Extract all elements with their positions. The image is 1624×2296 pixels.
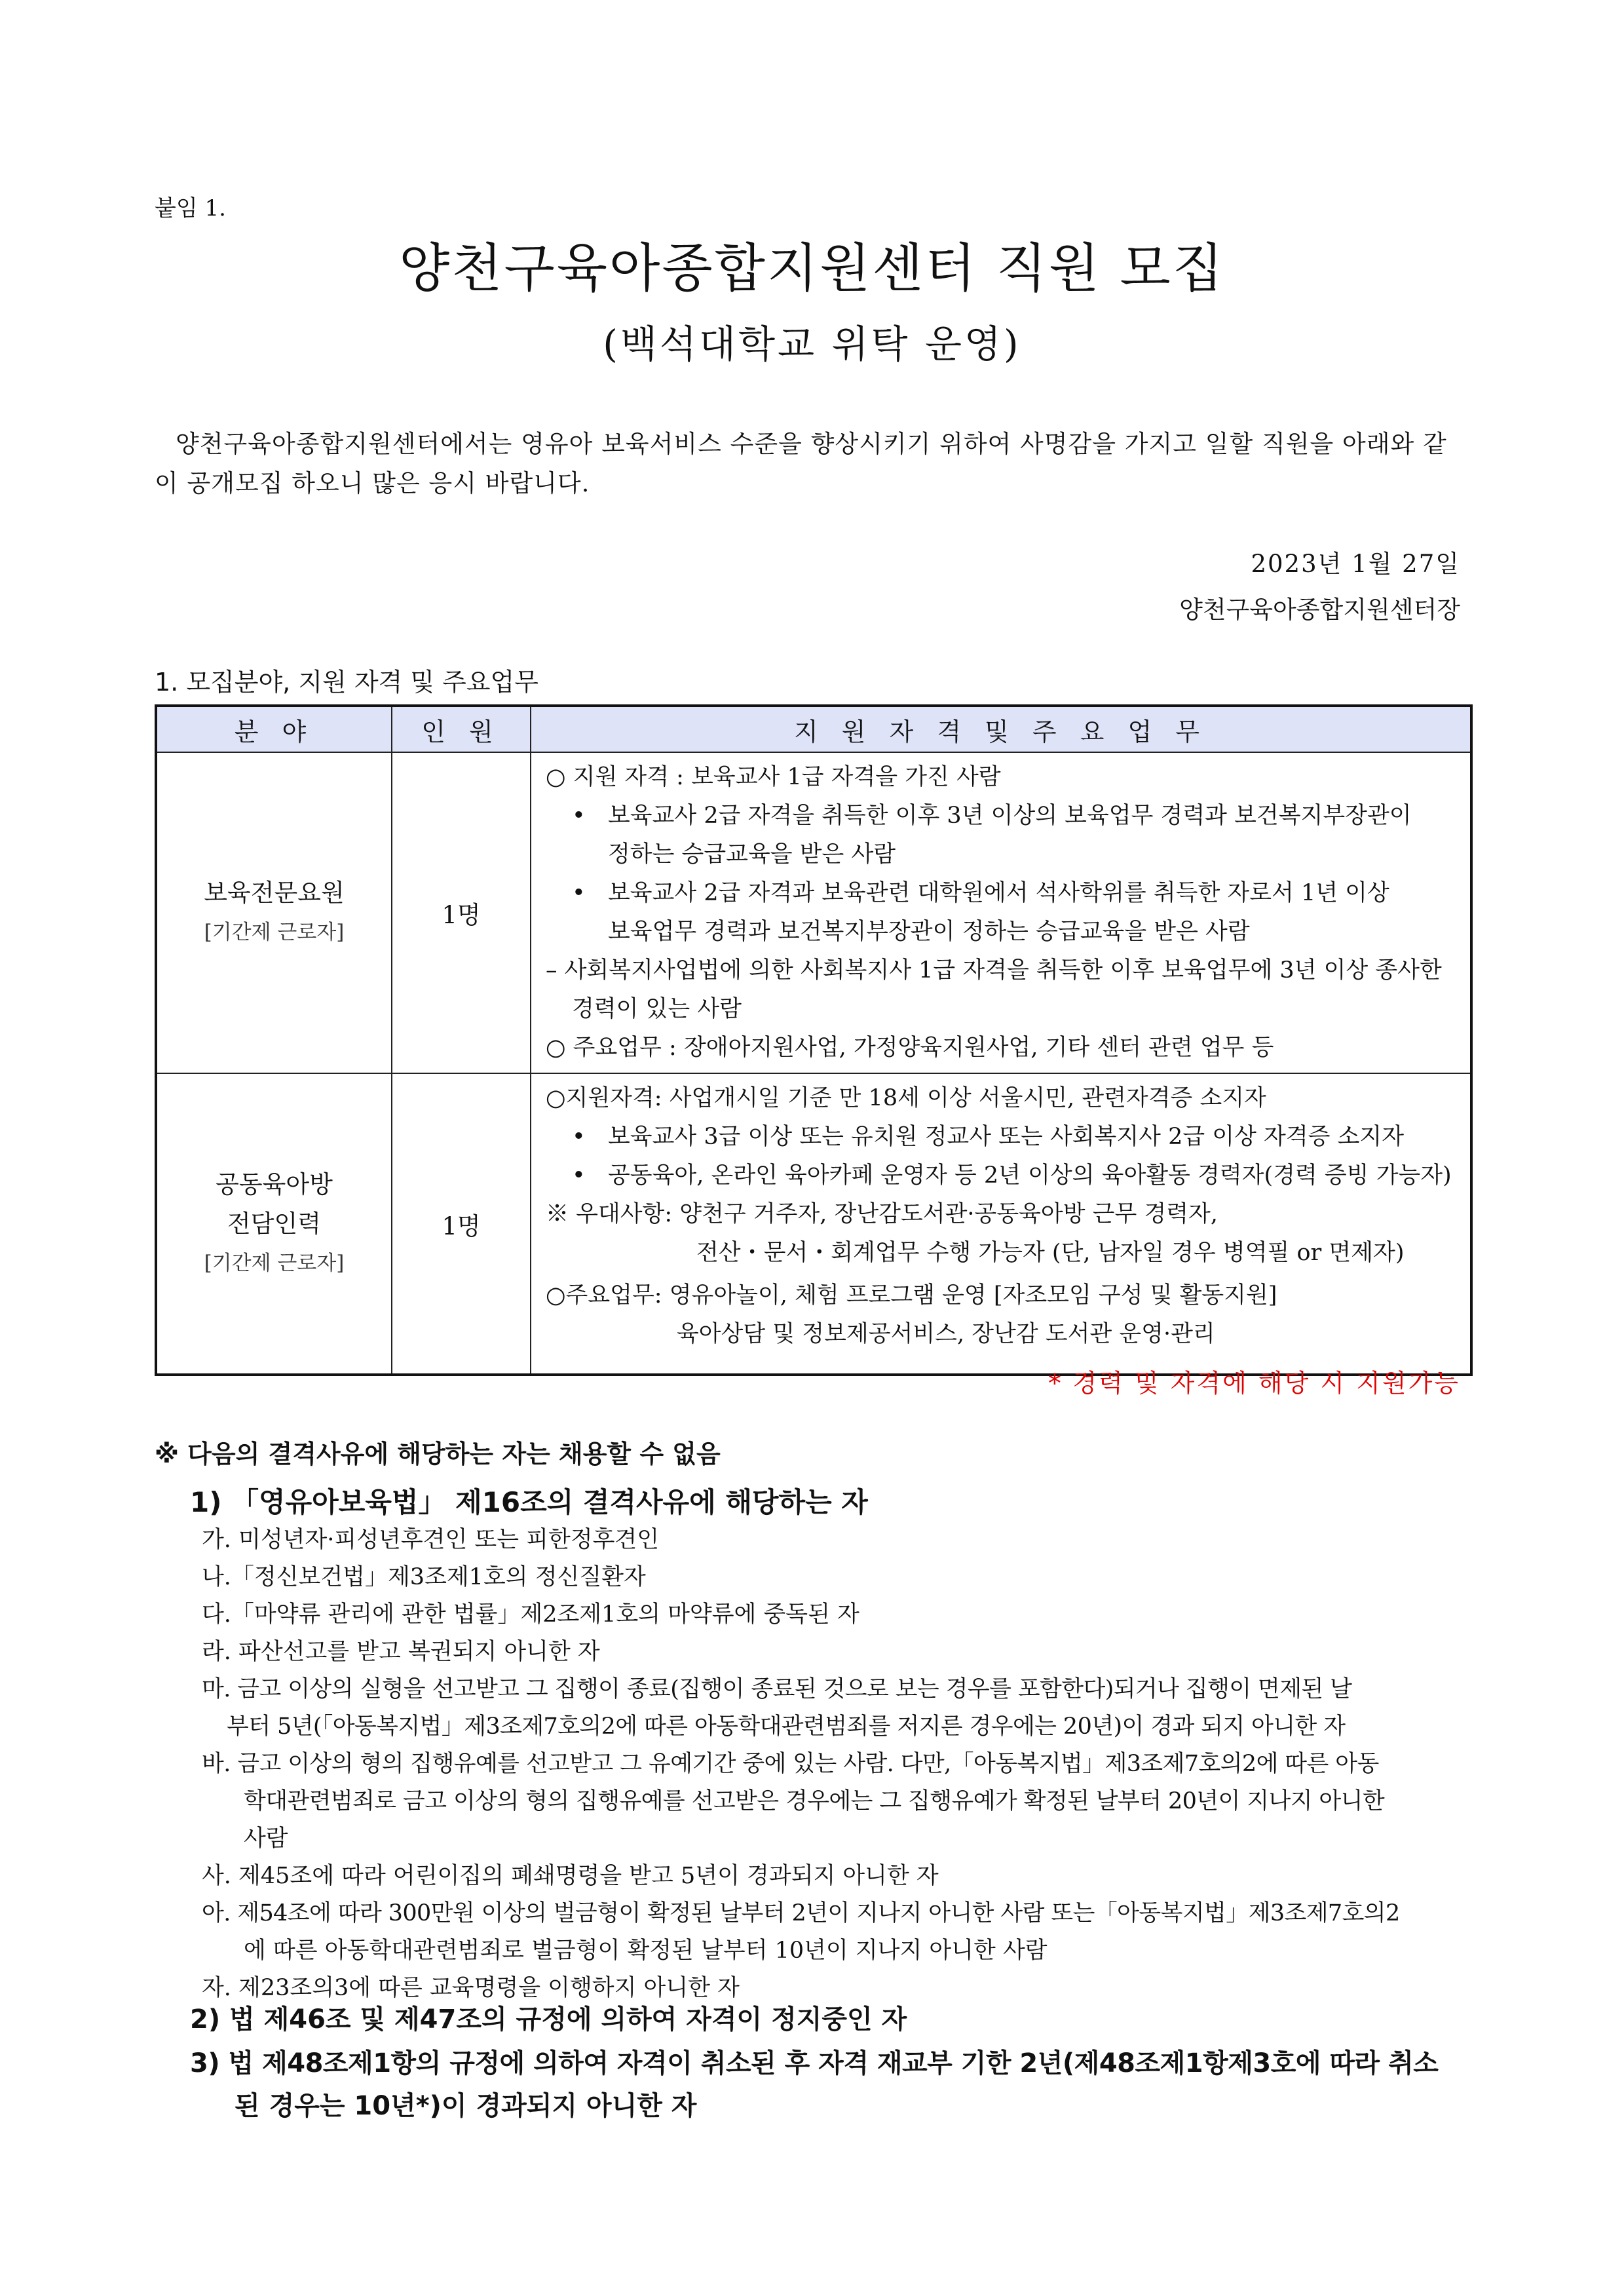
- list-item: 다.「마약류 관리에 관한 법률」제2조제1호의 마약류에 중독된 자: [202, 1601, 859, 1628]
- qual-line: 육아상담 및 정보제공서비스, 장난감 도서관 운영·관리: [677, 1321, 1215, 1347]
- page-subtitle: (백석대학교 위탁 운영): [603, 322, 1021, 366]
- list-item: 가. 미성년자·피성년후견인 또는 피한정후견인: [202, 1527, 660, 1553]
- issuer-name: 양천구육아종합지원센터장: [1179, 596, 1460, 624]
- qual-line: • 공동육아, 온라인 육아카페 운영자 등 2년 이상의 육아활동 경력자(경력 증빙 가능자): [546, 1157, 1460, 1195]
- section-title: 1. 모집분야, 지원 자격 및 주요업무: [155, 668, 538, 697]
- clause-3-line: 된 경우는 10년*)이 경과되지 아니한 자: [235, 2091, 697, 2121]
- qual-line: ○지원자격: 사업개시일 기준 만 18세 이상 서울시민, 관련자격증 소지자: [546, 1085, 1266, 1111]
- list-item-continued: 사람: [244, 1826, 288, 1852]
- list-item: 라. 파산선고를 받고 복권되지 아니한 자: [202, 1639, 600, 1665]
- annex-label: 붙임 1.: [155, 195, 226, 221]
- disqualification-clause-3: [190, 2042, 1481, 2128]
- field-name: 보육전문요원: [204, 879, 345, 907]
- list-item: 바. 금고 이상의 형의 집행유예를 선고받고 그 유예기간 중에 있는 사람. 다만,「아동복지법」제3조제7호의2에 따른 아동: [202, 1751, 1379, 1777]
- field-name: 공동육아방: [216, 1170, 333, 1198]
- qual-line: 경력이 있는 사람: [572, 996, 742, 1022]
- field-cell: [156, 752, 392, 1073]
- table-note: * 경력 및 자격에 해당 시 지원가능: [1048, 1369, 1460, 1398]
- field-note: [기간제 근로자]: [204, 1251, 345, 1275]
- list-item: 자. 제23조의3에 따른 교육명령을 이행하지 아니한 자: [202, 1975, 740, 2001]
- table-header-row: [156, 706, 1471, 752]
- list-item-continued: 에 따른 아동학대관련범죄로 벌금형이 확정된 날부터 10년이 지나지 아니한 사람: [244, 1938, 1048, 1964]
- qual-line: • 보육교사 2급 자격을 취득한 이후 3년 이상의 보육업무 경력과 보건복지부장관이: [546, 797, 1460, 835]
- table-row: [156, 1073, 1471, 1375]
- qual-line: ○주요업무: 영유아놀이, 체험 프로그램 운영 [자조모임 구성 및 활동지원]: [546, 1282, 1277, 1309]
- disqualification-title: ※ 다음의 결격사유에 해당하는 자는 채용할 수 없음: [155, 1440, 721, 1468]
- clause-3-line: 3) 법 제48조제1항의 규정에 의하여 자격이 취소된 후 자격 재교부 기한 2년(제48조제1항제3호에 따라 취소: [190, 2048, 1439, 2078]
- table-row: [156, 752, 1471, 1073]
- field-name: 전담인력: [227, 1209, 321, 1238]
- qual-line: ○ 주요업무 : 장애아지원사업, 가정양육지원사업, 기타 센터 관련 업무 등: [546, 1035, 1274, 1061]
- recruitment-table: [155, 704, 1473, 1376]
- disqualification-clause-2: 2) 법 제46조 및 제47조의 규정에 의하여 자격이 정지중인 자: [190, 2004, 907, 2035]
- disqualification-items: [202, 1521, 1479, 2007]
- qual-line: ※ 우대사항: 양천구 거주자, 장난감도서관·공동육아방 근무 경력자,: [546, 1201, 1218, 1227]
- list-item: 나.「정신보건법」제3조제1호의 정신질환자: [202, 1564, 646, 1590]
- header-count: 인 원: [392, 706, 531, 752]
- page-title: 양천구육아종합지원센터 직원 모집: [398, 238, 1226, 299]
- field-note: [기간제 근로자]: [204, 921, 345, 944]
- qualification-cell: [531, 1073, 1471, 1375]
- qual-line: 전산・문서・회계업무 수행 가능자 (단, 남자일 경우 병역필 or 면제자): [696, 1240, 1405, 1266]
- list-item-continued: 부터 5년(「아동복지법」제3조제7호의2에 따른 아동학대관련범죄를 저지른 경우에는 20년)이 경과 되지 아니한 자: [227, 1713, 1346, 1740]
- list-item: 사. 제45조에 따라 어린이집의 폐쇄명령을 받고 5년이 경과되지 아니한 자: [202, 1863, 939, 1889]
- list-item-continued: 학대관련범죄로 금고 이상의 형의 집행유예를 선고받은 경우에는 그 집행유예가 확정된 날부터 20년이 지나지 아니한: [244, 1788, 1385, 1814]
- count-cell: 1명: [392, 1073, 531, 1375]
- qual-line: – 사회복지사업법에 의한 사회복지사 1급 자격을 취득한 이후 보육업무에 3년 이상 종사한: [546, 957, 1442, 984]
- notice-date: 2023년 1월 27일: [1251, 550, 1460, 578]
- qual-line: 보육업무 경력과 보건복지부장관이 정하는 승급교육을 받은 사람: [608, 919, 1250, 945]
- intro-paragraph: 양천구육아종합지원센터에서는 영유아 보육서비스 수준을 향상시키기 위하여 사명감을 가지고 일할 직원을 아래와 같이 공개모집 하오니 많은 응시 바랍니다.: [155, 430, 1447, 497]
- qual-line: 정하는 승급교육을 받은 사람: [608, 841, 896, 868]
- qual-line: • 보육교사 3급 이상 또는 유치원 정교사 또는 사회복지사 2급 이상 자격증 소지자: [546, 1118, 1460, 1157]
- count-cell: 1명: [392, 752, 531, 1073]
- qual-line: ○ 지원 자격 : 보육교사 1급 자격을 가진 사람: [546, 764, 1001, 790]
- list-item: 마. 금고 이상의 실형을 선고받고 그 집행이 종료(집행이 종료된 것으로 보는 경우를 포함한다)되거나 집행이 면제된 날: [202, 1676, 1352, 1702]
- disqualification-clause-1: 1) 「영유아보육법」 제16조의 결격사유에 해당하는 자: [190, 1486, 868, 1518]
- field-cell: [156, 1073, 392, 1375]
- header-field: 분 야: [156, 706, 392, 752]
- qual-line: • 보육교사 2급 자격과 보육관련 대학원에서 석사학위를 취득한 자로서 1년 이상: [546, 874, 1460, 913]
- list-item: 아. 제54조에 따라 300만원 이상의 벌금형이 확정된 날부터 2년이 지나지 아니한 사람 또는「아동복지법」제3조제7호의2: [202, 1900, 1400, 1926]
- header-qualifications: 지 원 자 격 및 주 요 업 무: [531, 706, 1471, 752]
- qualification-cell: [531, 752, 1471, 1073]
